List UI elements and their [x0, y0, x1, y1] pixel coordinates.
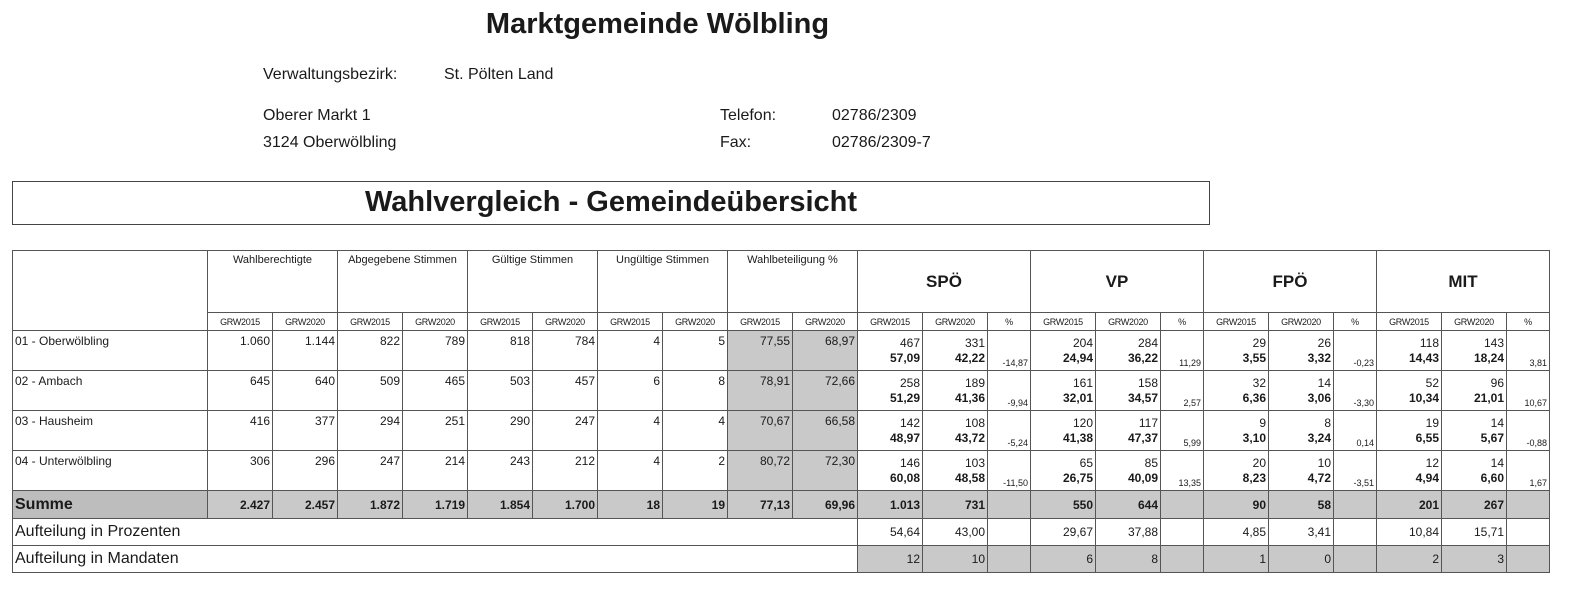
party-votes: [1442, 331, 1507, 371]
year-header: GRW2020: [1269, 313, 1334, 331]
pct-change: -0,23: [1334, 331, 1377, 371]
summe-row: [13, 491, 1550, 519]
prozent-value: 37,88: [1096, 519, 1161, 546]
year-header: GRW2015: [338, 313, 403, 331]
party-votes: [923, 371, 988, 411]
party-votes: [1377, 411, 1442, 451]
summe-value: 1.013: [858, 491, 923, 519]
stat-value: 8: [663, 371, 728, 411]
vote-count: 146: [899, 455, 920, 470]
mandate-value: 3: [1442, 546, 1507, 573]
vote-count: 8: [1324, 415, 1331, 430]
vote-percent: 8,23: [1242, 470, 1266, 485]
vote-count: 19: [1425, 415, 1439, 430]
vote-percent: 48,58: [954, 470, 985, 485]
stat-value: 306: [208, 451, 273, 491]
pct-header: %: [1161, 313, 1204, 331]
party-header: SPÖ: [858, 251, 1031, 313]
table-row: [13, 451, 1550, 491]
prozent-value: 3,41: [1269, 519, 1334, 546]
pct-change: 5,99: [1161, 411, 1204, 451]
stat-value: 789: [403, 331, 468, 371]
vote-count: 14: [1490, 455, 1504, 470]
mandate-value: 6: [1031, 546, 1096, 573]
year-header: GRW2015: [208, 313, 273, 331]
vote-count: 258: [899, 375, 920, 390]
summe-value: 1.854: [468, 491, 533, 519]
mandate-value: 2: [1377, 546, 1442, 573]
district-name: 04 - Unterwölbling: [13, 451, 208, 491]
summe-value: 201: [1377, 491, 1442, 519]
summe-label: Summe: [13, 491, 208, 519]
vote-count: 29: [1252, 335, 1266, 350]
address-line1: Oberer Markt 1: [263, 107, 371, 124]
stat-value: 1.144: [273, 331, 338, 371]
summe-value: 550: [1031, 491, 1096, 519]
vote-percent: 10,34: [1408, 390, 1439, 405]
party-votes: [858, 411, 923, 451]
vote-percent: 21,01: [1473, 390, 1504, 405]
stat-value: 66,58: [793, 411, 858, 451]
vote-count: 108: [964, 415, 985, 430]
summe-value: 77,13: [728, 491, 793, 519]
prozent-empty: [1507, 519, 1550, 546]
stat-value: 640: [273, 371, 338, 411]
address-line2: 3124 Oberwölbling: [263, 134, 397, 151]
district-name: 01 - Oberwölbling: [13, 331, 208, 371]
vote-percent: 57,09: [889, 350, 920, 365]
column-group-header: Wahlberechtigte: [208, 251, 338, 313]
party-votes: [1269, 371, 1334, 411]
party-votes: [1377, 371, 1442, 411]
year-header: GRW2020: [923, 313, 988, 331]
stat-value: 645: [208, 371, 273, 411]
stat-value: 2: [663, 451, 728, 491]
vote-percent: 41,38: [1062, 430, 1093, 445]
party-votes: [1096, 331, 1161, 371]
stat-value: 72,30: [793, 451, 858, 491]
stat-value: 294: [338, 411, 403, 451]
pct-change: 10,67: [1507, 371, 1550, 411]
stat-value: 247: [533, 411, 598, 451]
table-row: [13, 331, 1550, 371]
summe-value: 267: [1442, 491, 1507, 519]
party-votes: [858, 371, 923, 411]
vote-count: 331: [964, 335, 985, 350]
vote-percent: 41,36: [954, 390, 985, 405]
vote-percent: 34,57: [1127, 390, 1158, 405]
vote-percent: 42,22: [954, 350, 985, 365]
stat-value: 290: [468, 411, 533, 451]
party-votes: [923, 451, 988, 491]
vote-percent: 3,06: [1307, 390, 1331, 405]
party-votes: [1442, 411, 1507, 451]
vote-percent: 5,67: [1480, 430, 1504, 445]
stat-value: 822: [338, 331, 403, 371]
subtitle: Wahlvergleich - Gemeindeübersicht: [364, 186, 858, 218]
summe-value: 19: [663, 491, 728, 519]
summe-value: 90: [1204, 491, 1269, 519]
year-header: GRW2015: [858, 313, 923, 331]
party-votes: [1269, 451, 1334, 491]
phone-label: Telefon:: [720, 107, 777, 124]
vote-count: 10: [1317, 455, 1331, 470]
stat-value: 70,67: [728, 411, 793, 451]
pct-change: -3,30: [1334, 371, 1377, 411]
vote-count: 65: [1079, 455, 1093, 470]
year-header: GRW2020: [533, 313, 598, 331]
year-header: GRW2015: [1031, 313, 1096, 331]
vote-count: 12: [1425, 455, 1439, 470]
party-header: VP: [1031, 251, 1204, 313]
vote-percent: 4,72: [1307, 470, 1331, 485]
vote-percent: 26,75: [1062, 470, 1093, 485]
vote-count: 189: [964, 375, 985, 390]
vote-count: 118: [1419, 335, 1439, 350]
mandate-value: 8: [1096, 546, 1161, 573]
vote-percent: 3,10: [1242, 430, 1266, 445]
bezirk-label: Verwaltungsbezirk:: [263, 66, 398, 83]
prozent-value: 15,71: [1442, 519, 1507, 546]
fax-label: Fax:: [720, 134, 752, 151]
vote-count: 14: [1490, 415, 1504, 430]
vote-percent: 43,72: [954, 430, 985, 445]
mandate-value: 0: [1269, 546, 1334, 573]
vote-count: 26: [1317, 335, 1331, 350]
year-header: GRW2015: [598, 313, 663, 331]
party-votes: [1204, 411, 1269, 451]
party-votes: [858, 451, 923, 491]
vote-count: 96: [1490, 375, 1504, 390]
stat-value: 4: [598, 451, 663, 491]
pct-change: 0,14: [1334, 411, 1377, 451]
year-header: GRW2020: [663, 313, 728, 331]
prozent-empty: [988, 519, 1031, 546]
year-header: GRW2020: [1096, 313, 1161, 331]
column-group-header: Ungültige Stimmen: [598, 251, 728, 313]
election-table: [12, 250, 1550, 573]
vote-percent: 3,24: [1307, 430, 1331, 445]
vote-count: 158: [1137, 375, 1158, 390]
vote-percent: 6,36: [1242, 390, 1266, 405]
stat-value: 503: [468, 371, 533, 411]
stat-value: 214: [403, 451, 468, 491]
vote-percent: 32,01: [1062, 390, 1093, 405]
corner-cell: [13, 251, 208, 331]
prozent-row: [13, 519, 1550, 546]
vote-percent: 36,22: [1127, 350, 1158, 365]
stat-value: 4: [598, 411, 663, 451]
pct-change: 1,67: [1507, 451, 1550, 491]
vote-count: 467: [899, 335, 920, 350]
mandate-empty: [1507, 546, 1550, 573]
pct-change: 3,81: [1507, 331, 1550, 371]
stat-value: 509: [338, 371, 403, 411]
vote-percent: 4,94: [1415, 470, 1439, 485]
prozent-value: 54,64: [858, 519, 923, 546]
vote-count: 32: [1252, 375, 1266, 390]
summe-value: 1.719: [403, 491, 468, 519]
summe-empty: [1334, 491, 1377, 519]
mandate-value: 12: [858, 546, 923, 573]
pct-change: 2,57: [1161, 371, 1204, 411]
prozent-value: 10,84: [1377, 519, 1442, 546]
mandate-row: [13, 546, 1550, 573]
mandate-value: 10: [923, 546, 988, 573]
party-votes: [858, 331, 923, 371]
stat-value: 416: [208, 411, 273, 451]
summe-value: 69,96: [793, 491, 858, 519]
vote-count: 20: [1252, 455, 1266, 470]
party-votes: [1269, 411, 1334, 451]
stat-value: 377: [273, 411, 338, 451]
vote-count: 143: [1483, 335, 1504, 350]
vote-percent: 3,32: [1307, 350, 1331, 365]
vote-percent: 60,08: [889, 470, 920, 485]
party-votes: [1377, 331, 1442, 371]
pct-change: -11,50: [988, 451, 1031, 491]
stat-value: 1.060: [208, 331, 273, 371]
party-votes: [1442, 451, 1507, 491]
prozent-label: Aufteilung in Prozenten: [13, 519, 858, 546]
year-header: GRW2015: [1377, 313, 1442, 331]
vote-percent: 24,94: [1062, 350, 1093, 365]
stat-value: 784: [533, 331, 598, 371]
stat-value: 465: [403, 371, 468, 411]
vote-percent: 3,55: [1242, 350, 1266, 365]
party-votes: [1442, 371, 1507, 411]
year-header: GRW2020: [793, 313, 858, 331]
vote-percent: 18,24: [1473, 350, 1504, 365]
stat-value: 818: [468, 331, 533, 371]
pct-header: %: [1334, 313, 1377, 331]
party-header: FPÖ: [1204, 251, 1377, 313]
phone-value: 02786/2309: [832, 107, 917, 124]
prozent-empty: [1161, 519, 1204, 546]
year-header: GRW2015: [728, 313, 793, 331]
year-header: GRW2020: [1442, 313, 1507, 331]
pct-change: -3,51: [1334, 451, 1377, 491]
party-votes: [1031, 371, 1096, 411]
prozent-value: 29,67: [1031, 519, 1096, 546]
party-votes: [1204, 451, 1269, 491]
year-header: GRW2015: [1204, 313, 1269, 331]
stat-value: 6: [598, 371, 663, 411]
stat-value: 72,66: [793, 371, 858, 411]
party-votes: [1096, 451, 1161, 491]
party-votes: [1204, 371, 1269, 411]
pct-change: -9,94: [988, 371, 1031, 411]
column-group-header: Gültige Stimmen: [468, 251, 598, 313]
summe-value: 2.457: [273, 491, 338, 519]
mandate-empty: [988, 546, 1031, 573]
table-row: [13, 411, 1550, 451]
pct-change: -14,87: [988, 331, 1031, 371]
stat-value: 243: [468, 451, 533, 491]
stat-value: 247: [338, 451, 403, 491]
pct-header: %: [988, 313, 1031, 331]
summe-value: 644: [1096, 491, 1161, 519]
vote-count: 52: [1425, 375, 1439, 390]
year-header: GRW2015: [468, 313, 533, 331]
stat-value: 251: [403, 411, 468, 451]
vote-count: 142: [899, 415, 920, 430]
vote-count: 284: [1137, 335, 1158, 350]
fax-value: 02786/2309-7: [832, 134, 931, 151]
year-header: GRW2020: [403, 313, 468, 331]
vote-count: 103: [964, 455, 985, 470]
vote-count: 9: [1259, 415, 1266, 430]
mandate-label: Aufteilung in Mandaten: [13, 546, 858, 573]
stat-value: 78,91: [728, 371, 793, 411]
party-votes: [923, 411, 988, 451]
party-votes: [923, 331, 988, 371]
stat-value: 77,55: [728, 331, 793, 371]
summe-empty: [1507, 491, 1550, 519]
district-name: 02 - Ambach: [13, 371, 208, 411]
vote-percent: 40,09: [1127, 470, 1158, 485]
vote-count: 14: [1317, 375, 1331, 390]
table-header-row: [13, 251, 1550, 313]
mandate-empty: [1334, 546, 1377, 573]
pct-header: %: [1507, 313, 1550, 331]
vote-count: 204: [1072, 335, 1093, 350]
vote-percent: 6,55: [1415, 430, 1439, 445]
stat-value: 457: [533, 371, 598, 411]
prozent-value: 4,85: [1204, 519, 1269, 546]
stat-value: 80,72: [728, 451, 793, 491]
vote-percent: 14,43: [1408, 350, 1439, 365]
party-votes: [1031, 331, 1096, 371]
summe-value: 1.872: [338, 491, 403, 519]
summe-value: 1.700: [533, 491, 598, 519]
party-votes: [1031, 451, 1096, 491]
pct-change: -5,24: [988, 411, 1031, 451]
stat-value: 4: [598, 331, 663, 371]
pct-change: 11,29: [1161, 331, 1204, 371]
district-name: 03 - Hausheim: [13, 411, 208, 451]
vote-count: 85: [1144, 455, 1158, 470]
stat-value: 212: [533, 451, 598, 491]
page-title: Marktgemeinde Wölbling: [485, 8, 830, 40]
vote-count: 117: [1138, 415, 1158, 430]
party-votes: [1377, 451, 1442, 491]
party-votes: [1096, 411, 1161, 451]
table-row: [13, 371, 1550, 411]
year-header: GRW2020: [273, 313, 338, 331]
prozent-value: 43,00: [923, 519, 988, 546]
vote-count: 161: [1072, 375, 1093, 390]
column-group-header: Abgegebene Stimmen: [338, 251, 468, 313]
stat-value: 296: [273, 451, 338, 491]
summe-value: 731: [923, 491, 988, 519]
party-votes: [1096, 371, 1161, 411]
mandate-value: 1: [1204, 546, 1269, 573]
stat-value: 4: [663, 411, 728, 451]
party-votes: [1031, 411, 1096, 451]
summe-value: 2.427: [208, 491, 273, 519]
vote-percent: 51,29: [889, 390, 920, 405]
vote-percent: 48,97: [889, 430, 920, 445]
pct-change: -0,88: [1507, 411, 1550, 451]
summe-value: 18: [598, 491, 663, 519]
stat-value: 68,97: [793, 331, 858, 371]
column-group-header: Wahlbeteiligung %: [728, 251, 858, 313]
party-votes: [1269, 331, 1334, 371]
summe-value: 58: [1269, 491, 1334, 519]
table-subheader-row: [13, 313, 1550, 331]
party-header: MIT: [1377, 251, 1550, 313]
vote-percent: 47,37: [1127, 430, 1158, 445]
pct-change: 13,35: [1161, 451, 1204, 491]
stat-value: 5: [663, 331, 728, 371]
party-votes: [1204, 331, 1269, 371]
mandate-empty: [1161, 546, 1204, 573]
vote-percent: 6,60: [1480, 470, 1504, 485]
bezirk-value: St. Pölten Land: [444, 66, 554, 83]
summe-empty: [988, 491, 1031, 519]
vote-count: 120: [1072, 415, 1093, 430]
prozent-empty: [1334, 519, 1377, 546]
summe-empty: [1161, 491, 1204, 519]
